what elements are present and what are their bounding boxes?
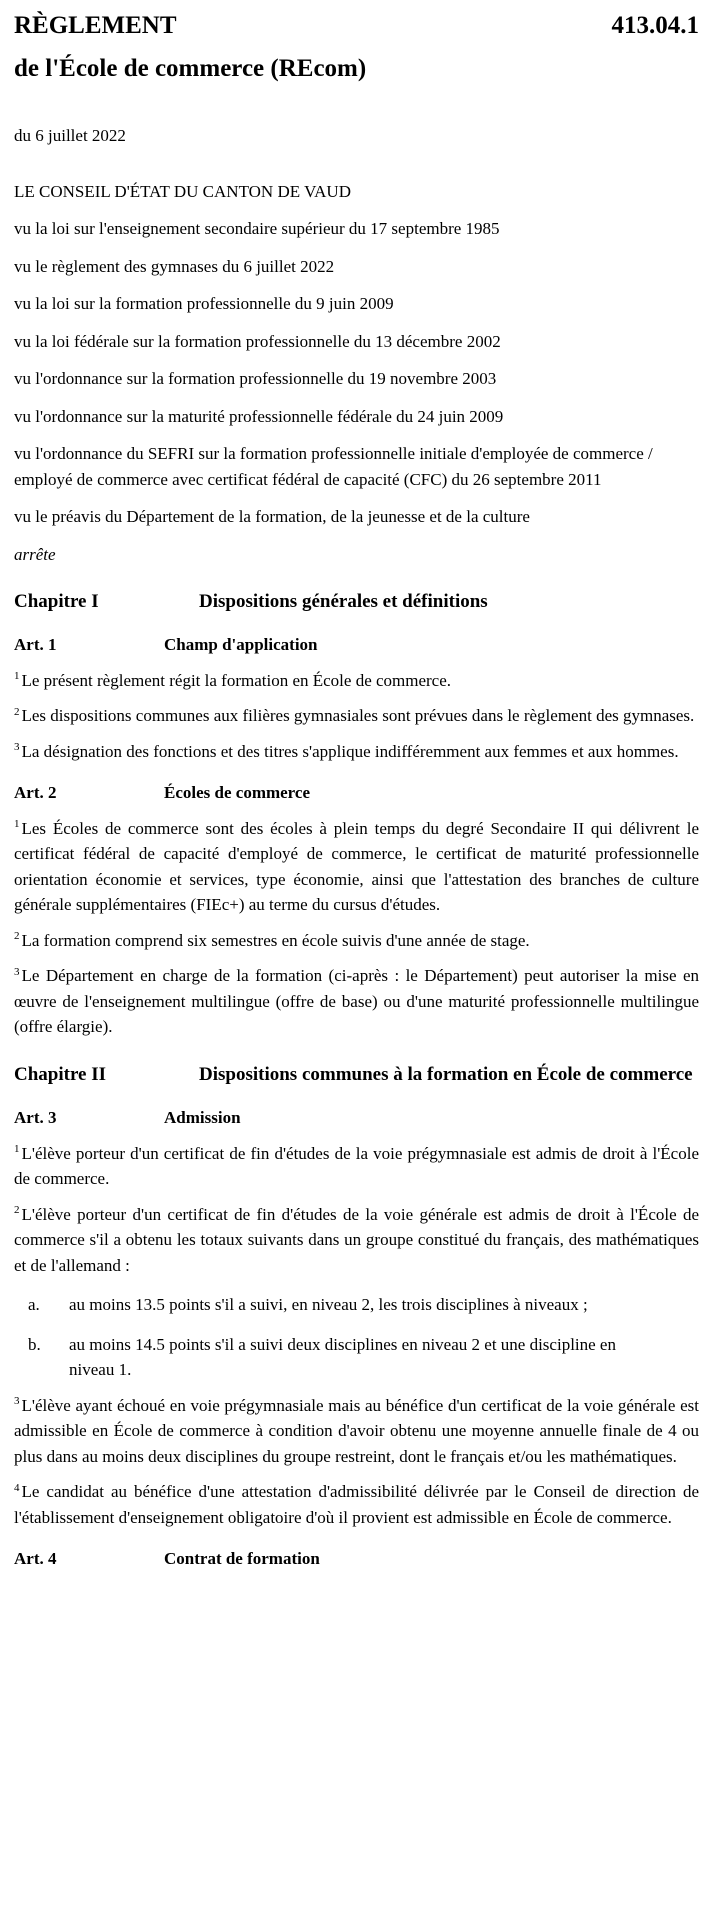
chapter-number: Chapitre II [14,1063,107,1085]
issuer-heading: LE CONSEIL D'ÉTAT DU CANTON DE VAUD [14,181,351,201]
considerant: vu l'ordonnance sur la formation professionnelle du 19 novembre 2003 [14,369,497,388]
considerant: vu la loi sur la formation professionnelle du 9 juin 2009 [14,294,394,313]
rsv-number: 413.04.1 [611,12,699,39]
paragraph-number: 1 [14,670,20,683]
paragraph-number: 1 [14,1143,20,1156]
chapter-heading [14,587,699,616]
document-title: RÈGLEMENT [14,12,177,39]
chapter-number: Chapitre I [14,591,99,612]
considerant: vu la loi fédérale sur la formation professionnelle du 13 décembre 2002 [14,331,501,351]
list-letter: a. [28,1295,40,1315]
paragraph [14,668,699,694]
paragraph-text: Le présent règlement régit la formation en École de commerce. [21,670,452,690]
paragraph-text: Les Écoles de commerce sont des écoles à plein temps du degré Secondaire II qui délivrent le certificat fédéral de capacité d'employé de commerce, le certificat de maturité professionnelle orientation économie et services, type économie, ainsi que l'attestation des branches de culture générale supplémentaires (FIEc+) au terme du cursus d'études. [14,818,699,915]
paragraph-text: La désignation des fonctions et des titres s'applique indifféremment aux femmes et aux hommes. [21,741,679,761]
arrete-label: arrête [14,544,56,564]
considerant: vu l'ordonnance sur la maturité professionnelle fédérale du 24 juin 2009 [14,406,504,426]
paragraph-number: 4 [14,1481,20,1494]
considerant: vu le règlement des gymnases du 6 juillet 2022 [14,256,335,276]
paragraph-text: Le candidat au bénéfice d'une attestation d'admissibilité délivrée par le Conseil de direction de l'établissement d'enseignement obligatoire d'où il provient est admissible en École de commerce. [14,1482,699,1527]
paragraph [14,739,699,765]
paragraph [14,928,699,954]
paragraph-number: 2 [14,1204,20,1217]
paragraph [14,703,699,729]
article-heading [14,1546,699,1572]
document-header [14,10,699,43]
paragraph-number: 2 [14,705,20,718]
paragraph-text: Le Département en charge de la formation (ci-après : le Département) peut autoriser la mise en œuvre de l'enseignement multilingue (offre de base) ou d'une maturité professionnelle multilingue (offre élargie). [14,966,699,1037]
list-letter: b. [28,1334,41,1354]
chapter-title: Dispositions générales et définitions [199,591,488,612]
list-text: au moins 14.5 points s'il a suivi deux disciplines en niveau 2 et une discipline en niveau 1. [69,1334,616,1380]
paragraph [14,963,699,1040]
considerant: vu la loi sur l'enseignement secondaire supérieur du 17 septembre 1985 [14,219,500,238]
paragraph-text: L'élève porteur d'un certificat de fin d'études de la voie générale est admis de droit à l'École de commerce s'il a obtenu les totaux suivants dans un groupe constitué du français, des mathématiques et de l'allemand : [14,1204,699,1275]
article-title: Admission [164,1108,241,1128]
article-number: Art. 4 [14,1549,57,1569]
paragraph-number: 2 [14,930,20,943]
article-heading [14,1105,699,1131]
paragraph [14,816,699,918]
paragraph-number: 1 [14,818,20,831]
article-number: Art. 3 [14,1108,57,1128]
article-number: Art. 1 [14,635,57,655]
paragraph [14,1393,699,1470]
paragraph [14,1479,699,1530]
considerant: vu le préavis du Département de la formation, de la jeunesse et de la culture [14,507,530,526]
paragraph-number: 3 [14,1395,20,1408]
paragraph-number: 3 [14,965,20,978]
document-date: du 6 juillet 2022 [14,126,126,145]
article-heading [14,780,699,806]
list-item [14,1332,699,1383]
considerant: vu l'ordonnance du SEFRI sur la formation professionnelle initiale d'employée de commerce / employé de commerce avec certificat fédéral de capacité (CFC) du 26 septembre 2011 [14,444,653,489]
article-number: Art. 2 [14,783,57,803]
document-subtitle: de l'École de commerce (REcom) [14,54,367,82]
paragraph-number: 3 [14,741,20,754]
chapter-title: Dispositions communes à la formation en École de commerce [199,1063,693,1085]
paragraph-text: Les dispositions communes aux filières gymnasiales sont prévues dans le règlement des gymnases. [21,706,695,726]
paragraph-text: L'élève ayant échoué en voie prégymnasiale mais au bénéfice d'un certificat de la voie générale est admissible en École de commerce à condition d'avoir obtenu une moyenne annuelle finale de 4 ou plus dans au moins deux disciplines du groupe restreint, dont le français et/ou les mathématiques. [14,1395,699,1466]
paragraph-text: La formation comprend six semestres en école suivis d'une année de stage. [21,930,530,950]
paragraph [14,1141,699,1192]
article-heading [14,632,699,658]
article-title: Contrat de formation [164,1549,320,1569]
chapter-heading [14,1060,699,1089]
paragraph-text: L'élève porteur d'un certificat de fin d'études de la voie prégymnasiale est admis de droit à l'École de commerce. [14,1143,699,1189]
list-item [14,1292,699,1318]
article-title: Champ d'application [164,635,318,655]
list-text: au moins 13.5 points s'il a suivi, en niveau 2, les trois disciplines à niveaux ; [69,1295,588,1315]
paragraph [14,1202,699,1279]
article-title: Écoles de commerce [164,783,311,803]
